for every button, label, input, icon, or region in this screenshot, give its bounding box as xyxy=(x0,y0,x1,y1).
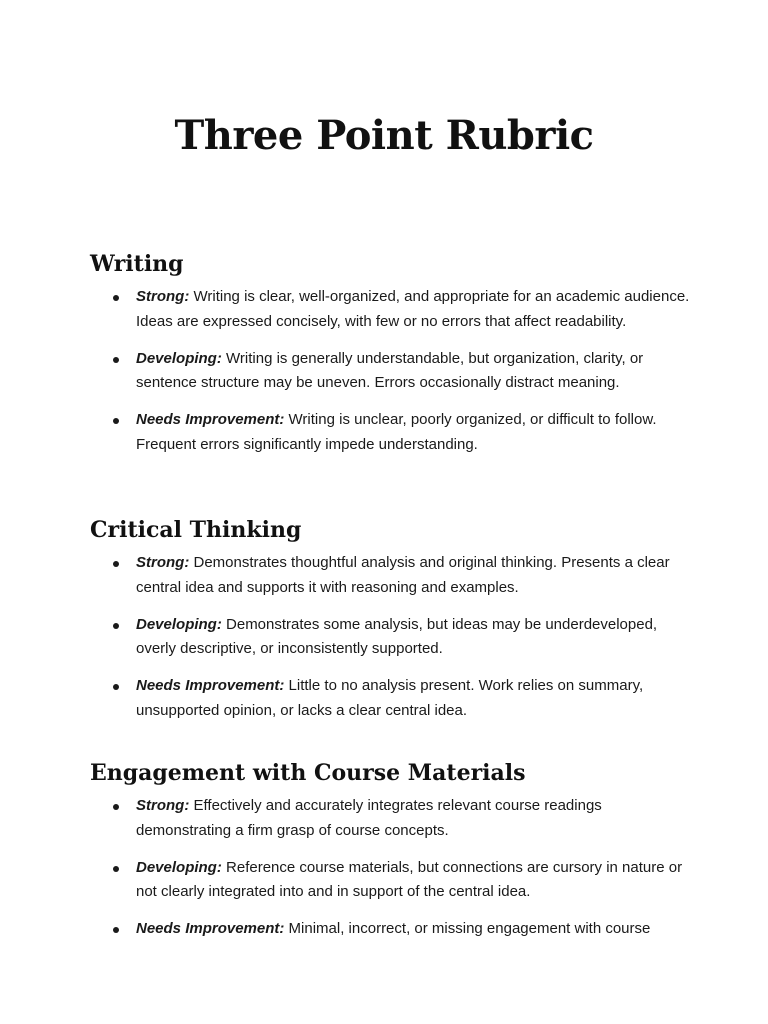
list-item xyxy=(90,613,690,662)
level-label: Developing: xyxy=(136,615,227,633)
level-description: Writing is clear, well-organized, and appropriate for an academic audience. Ideas are expressed concisely, with few or no errors that affect readability. xyxy=(136,288,690,330)
list-item xyxy=(90,408,690,457)
bullet-icon xyxy=(113,295,119,301)
section-critical-thinking xyxy=(90,515,690,736)
level-label: Developing: xyxy=(136,349,227,367)
page-title: Three Point Rubric xyxy=(174,112,594,159)
bullet-icon xyxy=(113,684,119,690)
list-item xyxy=(90,285,690,334)
list-item xyxy=(90,856,690,905)
list-item xyxy=(90,674,690,723)
level-description: Minimal, incorrect, or missing engagement with course xyxy=(288,920,651,937)
level-label: Developing: xyxy=(136,858,227,876)
bullet-icon xyxy=(113,418,119,424)
level-description: Demonstrates some analysis, but ideas may be underdeveloped, overly descriptive, or inconsistently supported. xyxy=(136,615,658,657)
level-description: Reference course materials, but connections are cursory in nature or not clearly integrated into and in support of the central idea. xyxy=(136,858,683,900)
criteria-list xyxy=(90,551,690,723)
section-heading: Writing xyxy=(90,251,184,277)
level-label: Strong: xyxy=(136,797,194,814)
level-description: Little to no analysis present. Work relies on summary, unsupported opinion, or lacks a clear central idea. xyxy=(136,677,644,719)
list-item xyxy=(90,794,690,843)
list-item xyxy=(90,347,690,396)
level-label: Strong: xyxy=(136,288,194,305)
bullet-icon xyxy=(113,357,119,363)
bullet-icon xyxy=(113,866,119,872)
level-description: Demonstrates thoughtful analysis and original thinking. Presents a clear central idea and supports it with reasoning and examples. xyxy=(136,554,670,596)
section-engagement xyxy=(90,758,690,954)
bullet-icon xyxy=(113,623,119,629)
level-description: Writing is unclear, poorly organized, or difficult to follow. Frequent errors significantly impede understanding. xyxy=(136,411,657,453)
criteria-list xyxy=(90,285,690,457)
bullet-icon xyxy=(113,804,119,810)
level-label: Needs Improvement: xyxy=(136,677,289,694)
bullet-icon xyxy=(113,561,119,567)
level-description: Effectively and accurately integrates relevant course readings demonstrating a firm grasp of course concepts. xyxy=(136,797,602,839)
level-label: Strong: xyxy=(136,554,194,571)
bullet-icon xyxy=(113,927,119,933)
level-description: Writing is generally understandable, but organization, clarity, or sentence structure may be uneven. Errors occasionally distract meaning. xyxy=(136,349,644,391)
criteria-list xyxy=(90,794,690,942)
list-item xyxy=(90,917,690,942)
section-heading: Engagement with Course Materials xyxy=(90,760,526,786)
list-item xyxy=(90,551,690,600)
section-writing xyxy=(90,249,690,470)
level-label: Needs Improvement: xyxy=(136,411,289,428)
section-heading: Critical Thinking xyxy=(90,517,302,543)
level-label: Needs Improvement: xyxy=(136,920,289,937)
